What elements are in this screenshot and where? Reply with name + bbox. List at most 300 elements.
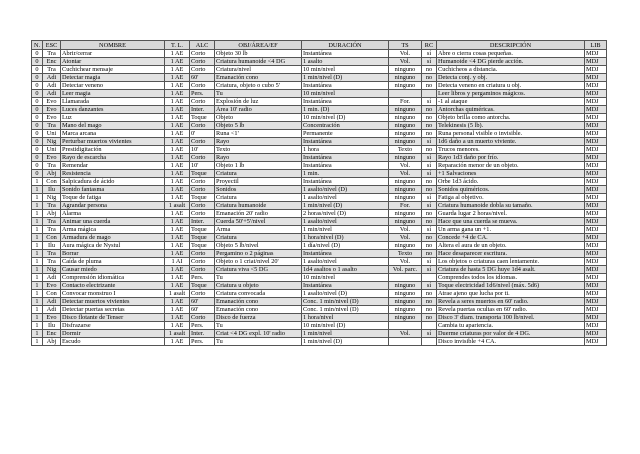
cell-range: 60' [190, 306, 215, 314]
cell-level: 0 [32, 114, 43, 122]
cell-level: 1 [32, 218, 43, 226]
cell-duration: 1 asalto/nivel (D) [302, 290, 389, 298]
cell-save: Texto [389, 250, 422, 258]
table-row [32, 274, 607, 282]
table-row [32, 122, 607, 130]
cell-range: Toque [190, 282, 215, 290]
cell-casting-time: 1 AE [165, 266, 190, 274]
cell-level: 1 [32, 322, 43, 330]
col-header-duration: DURACIÓN [302, 41, 389, 50]
cell-duration: 1 asalto/nivel [302, 258, 389, 266]
col-header-n: N. [32, 41, 43, 50]
cell-target: Criatura, objeto o cubo 5' [215, 82, 302, 90]
table-row [32, 242, 607, 250]
cell-school: Evo [43, 154, 61, 162]
col-header-description: DESCRIPCIÓN [437, 41, 585, 50]
cell-target: Tu [215, 322, 302, 330]
cell-range: Corto [190, 186, 215, 194]
cell-sr: sí [422, 138, 437, 146]
cell-casting-time: 1 AE [165, 178, 190, 186]
cell-description: Criatura humanoide dobla su tamaño. [437, 202, 585, 210]
cell-target: Criatura humanoide [215, 202, 302, 210]
cell-range: Inter. [190, 218, 215, 226]
table-row [32, 338, 607, 346]
cell-school: Tra [43, 122, 61, 130]
cell-name: Salpicadura de ácido [61, 178, 165, 186]
cell-description: Telekinesis (5 lb). [437, 122, 585, 130]
cell-level: 1 [32, 282, 43, 290]
cell-school: Ilu [43, 186, 61, 194]
cell-book: MDJ [585, 66, 607, 74]
cell-duration: 1 hora [302, 146, 389, 154]
cell-duration: Permanente [302, 130, 389, 138]
cell-save: ninguno [389, 210, 422, 218]
cell-target: Criatura convocada [215, 290, 302, 298]
cell-save: ninguno [389, 298, 422, 306]
cell-target: Objeto [215, 114, 302, 122]
cell-name: Alarma [61, 210, 165, 218]
col-header-book: LIB [585, 41, 607, 50]
cell-duration: 10 min/nivel [302, 90, 389, 98]
header-row [32, 41, 607, 50]
cell-description: Hace desaparecer escritura. [437, 250, 585, 258]
cell-book: MDJ [585, 154, 607, 162]
cell-target: Cuerda 50'+5'/nivel [215, 218, 302, 226]
cell-name: Agrandar persona [61, 202, 165, 210]
table-row [32, 106, 607, 114]
cell-range: Toque [190, 234, 215, 242]
cell-description: Criatura de hasta 5 DG huye 1d4 asalt. [437, 266, 585, 274]
cell-target: Criat <4 DG expl. 10' radio [215, 330, 302, 338]
cell-range: Corto [190, 58, 215, 66]
cell-sr: sí [422, 226, 437, 234]
cell-description: Concede +4 de CA. [437, 234, 585, 242]
cell-save: ninguno [389, 290, 422, 298]
cell-casting-time: 1 AE [165, 282, 190, 290]
cell-level: 0 [32, 82, 43, 90]
cell-name: Prestidigitación [61, 146, 165, 154]
cell-duration: Conc. 1 min/nivel (D) [302, 298, 389, 306]
cell-book: MDJ [585, 282, 607, 290]
cell-target: Criatura [215, 194, 302, 202]
table-row [32, 258, 607, 266]
cell-range: Corto [190, 82, 215, 90]
cell-description: Trucos menores. [437, 146, 585, 154]
col-header-name: NOMBRE [61, 41, 165, 50]
cell-book: MDJ [585, 298, 607, 306]
cell-description: Cuchicheos a distancia. [437, 66, 585, 74]
cell-save: ninguno [389, 138, 422, 146]
cell-duration: Instantánea [302, 178, 389, 186]
cell-name: Causar miedo [61, 266, 165, 274]
cell-level: 1 [32, 314, 43, 322]
cell-duration: Instantánea [302, 282, 389, 290]
cell-save: ninguno [389, 178, 422, 186]
cell-name: Disfrazarse [61, 322, 165, 330]
cell-casting-time: 1 AE [165, 98, 190, 106]
cell-save: ninguno [389, 194, 422, 202]
cell-name: Perturbar muertos vivientes [61, 138, 165, 146]
cell-book: MDJ [585, 186, 607, 194]
cell-duration: 1 asalto/nivel [302, 218, 389, 226]
cell-save: ninguno [389, 218, 422, 226]
cell-target: Criatura humanoide <4 DG [215, 58, 302, 66]
cell-save: Vol. [389, 170, 422, 178]
table-row [32, 130, 607, 138]
cell-name: Detectar puertas secretas [61, 306, 165, 314]
cell-casting-time: 1 AE [165, 186, 190, 194]
cell-range: Corto [190, 258, 215, 266]
col-header-spell-resistance: RC [422, 41, 437, 50]
cell-school: Adi [43, 274, 61, 282]
cell-level: 0 [32, 122, 43, 130]
table-row [32, 82, 607, 90]
cell-description: Toque electricidad 1d6/nivel (máx. 5d6) [437, 282, 585, 290]
cell-level: 0 [32, 106, 43, 114]
cell-duration: Instantánea [302, 98, 389, 106]
cell-description: Disco invisible +4 CA. [437, 338, 585, 346]
cell-book: MDJ [585, 114, 607, 122]
spell-sheet [31, 40, 606, 346]
cell-sr: no [422, 122, 437, 130]
cell-level: 0 [32, 58, 43, 66]
cell-sr: no [422, 298, 437, 306]
table-row [32, 266, 607, 274]
cell-casting-time: 1 asalt [165, 290, 190, 298]
cell-book: MDJ [585, 306, 607, 314]
cell-duration: 10 min/nivel (D) [302, 114, 389, 122]
cell-casting-time: 1 AE [165, 226, 190, 234]
cell-book: MDJ [585, 162, 607, 170]
cell-range: 10' [190, 162, 215, 170]
cell-sr: no [422, 314, 437, 322]
cell-school: Tra [43, 218, 61, 226]
cell-book: MDJ [585, 90, 607, 98]
cell-target: Tu [215, 274, 302, 282]
cell-sr [422, 322, 437, 330]
cell-casting-time: 1 AE [165, 114, 190, 122]
cell-sr: sí [422, 282, 437, 290]
cell-description: +1 Salvaciones [437, 170, 585, 178]
cell-range: 0' [190, 130, 215, 138]
cell-save: Vol. [389, 226, 422, 234]
table-row [32, 194, 607, 202]
cell-book: MDJ [585, 266, 607, 274]
cell-book: MDJ [585, 250, 607, 258]
cell-target: Emanación cono [215, 74, 302, 82]
cell-level: 1 [32, 338, 43, 346]
cell-target: Sonidos [215, 186, 302, 194]
cell-target: Explosión de luz [215, 98, 302, 106]
cell-range: Inter. [190, 330, 215, 338]
cell-book: MDJ [585, 290, 607, 298]
cell-school: Tra [43, 250, 61, 258]
cell-sr: sí [422, 154, 437, 162]
cell-school: Evo [43, 98, 61, 106]
cell-level: 1 [32, 178, 43, 186]
col-header-casting-time: T. L. [165, 41, 190, 50]
cell-name: Detectar muertos vivientes [61, 298, 165, 306]
cell-target: Tu [215, 338, 302, 346]
cell-description: Altera el aura de un objeto. [437, 242, 585, 250]
cell-sr: no [422, 130, 437, 138]
cell-casting-time: 1 AE [165, 298, 190, 306]
cell-target: Emanación cono [215, 298, 302, 306]
cell-save [389, 322, 422, 330]
cell-sr: no [422, 114, 437, 122]
cell-sr: no [422, 290, 437, 298]
cell-school: Tra [43, 66, 61, 74]
cell-description: Los objetos o criaturas caen lentamente. [437, 258, 585, 266]
cell-book: MDJ [585, 122, 607, 130]
cell-book: MDJ [585, 146, 607, 154]
cell-school: Adi [43, 90, 61, 98]
cell-save: ninguno [389, 282, 422, 290]
cell-casting-time: 1 AE [165, 234, 190, 242]
cell-casting-time: 1 AE [165, 58, 190, 66]
cell-target: Disco de fuerza [215, 314, 302, 322]
cell-range: Corto [190, 290, 215, 298]
cell-casting-time: 1 AE [165, 274, 190, 282]
cell-description: Comprendes todos los idiomas. [437, 274, 585, 282]
cell-duration: 1 min/nivel [302, 226, 389, 234]
cell-name: Luz [61, 114, 165, 122]
cell-duration: Instantánea [302, 162, 389, 170]
cell-casting-time: 1 AE [165, 242, 190, 250]
cell-save: Vol. [389, 234, 422, 242]
table-row [32, 218, 607, 226]
cell-save: ninguno [389, 154, 422, 162]
cell-range: Toque [190, 226, 215, 234]
cell-duration: 1 hora/nivel (D) [302, 234, 389, 242]
cell-book: MDJ [585, 338, 607, 346]
table-row [32, 146, 607, 154]
cell-school: Nig [43, 194, 61, 202]
cell-sr: no [422, 210, 437, 218]
cell-name: Comprensión idiomática [61, 274, 165, 282]
cell-name: Resistencia [61, 170, 165, 178]
cell-target: Tu [215, 90, 302, 98]
cell-school: Nig [43, 138, 61, 146]
cell-save: For. [389, 98, 422, 106]
cell-casting-time: 1 AE [165, 194, 190, 202]
cell-description: Fatiga al objetivo. [437, 194, 585, 202]
cell-casting-time: 1 AE [165, 314, 190, 322]
table-row [32, 178, 607, 186]
cell-book: MDJ [585, 58, 607, 66]
table-row [32, 170, 607, 178]
cell-casting-time: 1 AE [165, 250, 190, 258]
cell-description: Revela puertas ocultas en 60' radio. [437, 306, 585, 314]
cell-casting-time: 1 AE [165, 90, 190, 98]
table-row [32, 250, 607, 258]
cell-name: Armadura de mago [61, 234, 165, 242]
table-row [32, 210, 607, 218]
cell-target: Runa <1' [215, 130, 302, 138]
cell-save [389, 274, 422, 282]
cell-level: 1 [32, 186, 43, 194]
cell-description: Hace que una cuerda se mueva. [437, 218, 585, 226]
cell-save: ninguno [389, 66, 422, 74]
cell-school: Con [43, 234, 61, 242]
cell-school: Enc [43, 330, 61, 338]
cell-duration: Instantánea [302, 138, 389, 146]
cell-level: 1 [32, 210, 43, 218]
cell-description: Antorchas quiméricas. [437, 106, 585, 114]
cell-school: Tra [43, 50, 61, 58]
cell-save: ninguno [389, 306, 422, 314]
cell-school: Abj [43, 170, 61, 178]
cell-duration: 1d4 asaltos o 1 asalto [302, 266, 389, 274]
cell-target: Criatura [215, 170, 302, 178]
table-row [32, 282, 607, 290]
cell-name: Leer magia [61, 90, 165, 98]
cell-level: 0 [32, 98, 43, 106]
cell-sr: sí [422, 258, 437, 266]
cell-save: ninguno [389, 122, 422, 130]
cell-level: 1 [32, 242, 43, 250]
cell-description: Un arma gana un +1. [437, 226, 585, 234]
cell-casting-time: 1 AE [165, 138, 190, 146]
cell-range: Corto [190, 122, 215, 130]
cell-sr: no [422, 66, 437, 74]
cell-school: Adi [43, 74, 61, 82]
cell-name: Sonido fantasma [61, 186, 165, 194]
table-row [32, 226, 607, 234]
cell-book: MDJ [585, 74, 607, 82]
cell-duration: 1 min. [302, 170, 389, 178]
cell-range: Corto [190, 202, 215, 210]
cell-school: Nig [43, 266, 61, 274]
cell-school: Tra [43, 202, 61, 210]
cell-name: Detectar veneno [61, 82, 165, 90]
cell-duration: 10 min/nivel [302, 274, 389, 282]
cell-name: Contacto electrizante [61, 282, 165, 290]
cell-casting-time: 1 AE [165, 146, 190, 154]
cell-range: Corto [190, 50, 215, 58]
cell-school: Adi [43, 82, 61, 90]
cell-book: MDJ [585, 138, 607, 146]
cell-target: Emanación 20' radio [215, 210, 302, 218]
cell-sr: sí [422, 162, 437, 170]
cell-school: Con [43, 178, 61, 186]
cell-sr: no [422, 306, 437, 314]
cell-level: 0 [32, 162, 43, 170]
cell-target: Objeto 5 lb/nivel [215, 242, 302, 250]
cell-sr: no [422, 234, 437, 242]
cell-sr: sí [422, 194, 437, 202]
cell-description: Disco 3' diam. transporta 100 lb/nivel. [437, 314, 585, 322]
table-row [32, 186, 607, 194]
cell-name: Dormir [61, 330, 165, 338]
col-header-school: ESC [43, 41, 61, 50]
cell-name: Animar una cuerda [61, 218, 165, 226]
cell-target: Objeto 30 lb [215, 50, 302, 58]
cell-sr: sí [422, 58, 437, 66]
cell-casting-time: 1 AE [165, 122, 190, 130]
cell-book: MDJ [585, 82, 607, 90]
cell-level: 1 [32, 274, 43, 282]
cell-level: 0 [32, 170, 43, 178]
cell-level: 0 [32, 50, 43, 58]
cell-range: Toque [190, 194, 215, 202]
cell-target: Criatura viva <5 DG [215, 266, 302, 274]
cell-description: Atrae ajeno que lucha por ti. [437, 290, 585, 298]
cell-duration: 1 hora/nivel [302, 314, 389, 322]
cell-sr: sí [422, 170, 437, 178]
table-row [32, 90, 607, 98]
cell-name: Marca arcana [61, 130, 165, 138]
cell-description: Detecta veneno en criatura u obj. [437, 82, 585, 90]
cell-save: ninguno [389, 186, 422, 194]
cell-school: Evo [43, 282, 61, 290]
cell-description: Rayo 1d3 daño por frío. [437, 154, 585, 162]
cell-save: Texto [389, 146, 422, 154]
cell-range: Corto [190, 154, 215, 162]
cell-range: Pers. [190, 338, 215, 346]
cell-name: Aura mágica de Nystul [61, 242, 165, 250]
cell-description: Reparación menor de un objeto. [437, 162, 585, 170]
cell-save: Vol. [389, 330, 422, 338]
cell-range: Corto [190, 314, 215, 322]
cell-target: Proyectil [215, 178, 302, 186]
cell-duration: Conc. 1 min/nivel (D) [302, 306, 389, 314]
cell-name: Escudo [61, 338, 165, 346]
cell-name: Borrar [61, 250, 165, 258]
cell-save: ninguno [389, 130, 422, 138]
cell-description: Duerme criaturas por valor de 4 DG. [437, 330, 585, 338]
cell-target: Arma [215, 226, 302, 234]
cell-range: Corto [190, 210, 215, 218]
cell-level: 0 [32, 146, 43, 154]
cell-sr: sí [422, 50, 437, 58]
table-row [32, 50, 607, 58]
cell-description: Objeto brilla como antorcha. [437, 114, 585, 122]
cell-sr: sí [422, 202, 437, 210]
cell-book: MDJ [585, 258, 607, 266]
cell-school: Tra [43, 162, 61, 170]
cell-target: Rayo [215, 154, 302, 162]
cell-save: ninguno [389, 106, 422, 114]
cell-level: 1 [32, 298, 43, 306]
table-row [32, 58, 607, 66]
cell-casting-time: 1 AE [165, 106, 190, 114]
table-row [32, 66, 607, 74]
cell-casting-time: 1 AE [165, 66, 190, 74]
table-row [32, 290, 607, 298]
cell-casting-time: 1 AE [165, 218, 190, 226]
cell-name: Atontar [61, 58, 165, 66]
spell-table [31, 40, 607, 346]
cell-book: MDJ [585, 314, 607, 322]
cell-duration: 1 asalto/nivel [302, 194, 389, 202]
cell-save: Vol. [389, 162, 422, 170]
cell-range: Toque [190, 114, 215, 122]
cell-range: Corto [190, 178, 215, 186]
cell-sr: no [422, 250, 437, 258]
cell-target: Criatura u objeto [215, 282, 302, 290]
cell-book: MDJ [585, 218, 607, 226]
cell-description: Cambia tu apariencia. [437, 322, 585, 330]
cell-level: 1 [32, 250, 43, 258]
cell-duration: 1 min/nivel [302, 330, 389, 338]
cell-target: Criatura [215, 234, 302, 242]
cell-duration: Instantánea [302, 50, 389, 58]
cell-book: MDJ [585, 130, 607, 138]
cell-save: ninguno [389, 82, 422, 90]
cell-sr: no [422, 186, 437, 194]
cell-level: 0 [32, 130, 43, 138]
